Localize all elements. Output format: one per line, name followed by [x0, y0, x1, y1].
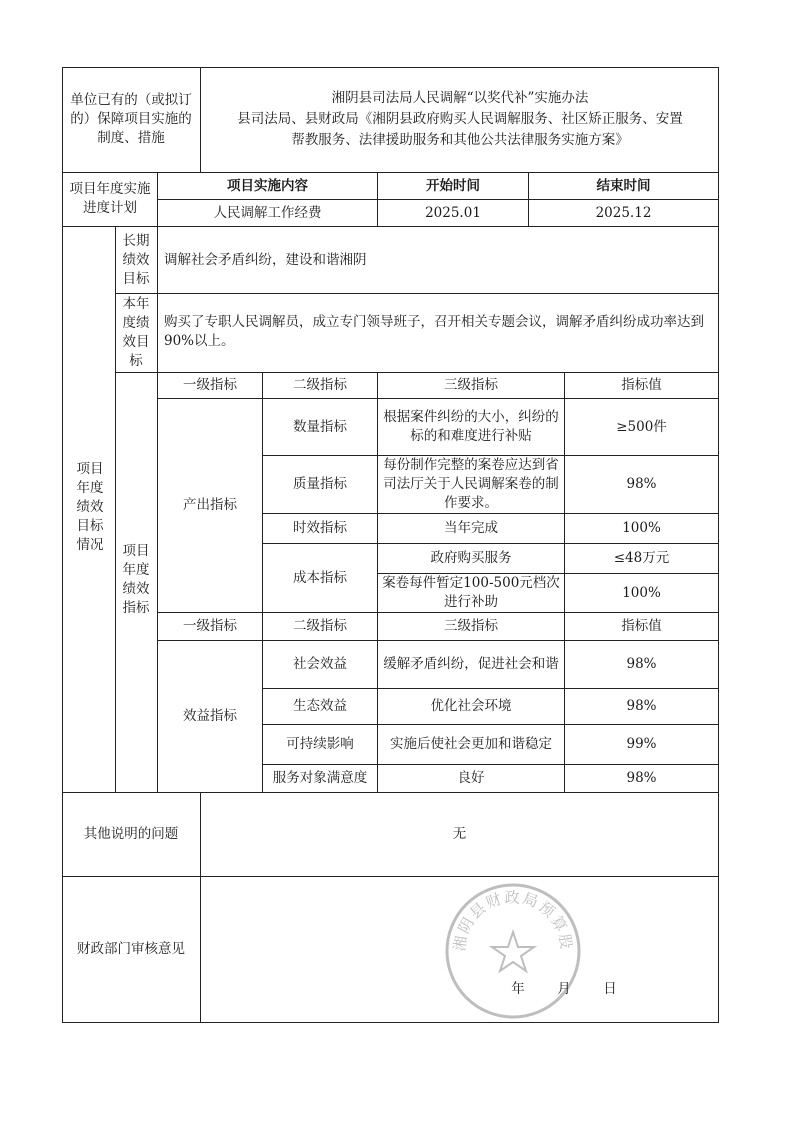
seal-text: 湘阴县财政局预算股	[450, 888, 576, 953]
ind-h2-level2: 二级指标	[293, 618, 347, 634]
benefit-row-4-value: 98%	[626, 770, 657, 786]
ind-h1-level2: 二级指标	[293, 377, 347, 393]
policy-label: 单位已有的（或拟订的）保障项目实施的制度、措施	[70, 91, 192, 146]
border-right	[718, 67, 719, 1023]
schedule-start: 2025.01	[425, 204, 481, 221]
benefit-row-2-level3: 优化社会环境	[430, 698, 512, 714]
annual-label: 本年度绩效目标	[122, 296, 150, 369]
long-term-text: 调解社会矛盾纠纷，建设和谐湘阴	[164, 251, 367, 268]
ind-h2-level3: 三级指标	[444, 618, 498, 634]
schedule-header-start: 开始时间	[426, 177, 480, 194]
ind-h2-value: 指标值	[621, 618, 662, 634]
ind-h2-level1: 一级指标	[183, 618, 237, 634]
border-top	[62, 67, 719, 68]
ind-col-3	[377, 372, 378, 792]
policy-line-3: 帮教服务、法律援助服务和其他公共法律服务实施方案》	[291, 131, 629, 148]
output-row-1-level2: 数量指标	[293, 418, 347, 435]
review-label: 财政部门审核意见	[77, 941, 185, 957]
benefit-row-1-level3: 缓解矛盾纠纷，促进社会和谐	[383, 656, 559, 672]
schedule-header-content: 项目实施内容	[227, 177, 308, 194]
policy-line-1: 湘阴县司法局人民调解“以奖代补”实施办法	[331, 89, 589, 106]
date-year: 年	[511, 980, 525, 997]
output-row-3-level3: 当年完成	[444, 520, 498, 536]
benefit-row-2-level2: 生态效益	[293, 698, 347, 714]
output-row-4-value: ≤48万元	[613, 550, 670, 566]
benefit-row-3-value: 99%	[626, 736, 657, 752]
benefit-row-4-level2: 服务对象满意度	[272, 770, 368, 786]
indicator-label: 项目年度绩效指标	[122, 543, 150, 616]
output-row-3-level2: 时效指标	[293, 520, 347, 536]
output-row-3-value: 100%	[622, 520, 661, 536]
svg-text:湘阴县财政局预算股	[450, 888, 575, 952]
schedule-header-end: 结束时间	[596, 177, 651, 194]
output-row-1-value: ≥500件	[616, 418, 667, 435]
output-row-4-level2: 成本指标	[293, 569, 347, 586]
output-row-2-level2: 质量指标	[293, 476, 347, 492]
other-label: 其他说明的问题	[83, 826, 179, 842]
benefit-row-1-value: 98%	[626, 656, 657, 672]
output-row-4-level3: 政府购买服务	[430, 550, 512, 566]
output-group-label: 产出指标	[183, 497, 237, 513]
benefit-group-label: 效益指标	[183, 708, 237, 724]
official-seal	[442, 880, 584, 1022]
output-row-2-value: 98%	[626, 476, 657, 492]
schedule-end: 2025.12	[595, 204, 652, 221]
benefit-row-3-level3: 实施后使社会更加和谐稳定	[390, 736, 552, 752]
border-left	[62, 67, 63, 1023]
row-sep-schedule	[62, 226, 719, 227]
policy-line-2: 县司法局、县财政局《湘阴县政府购买人民调解服务、社区矫正服务、安置	[237, 110, 683, 127]
date-day: 日	[603, 980, 617, 997]
date-month: 月	[557, 980, 571, 997]
other-value: 无	[452, 826, 467, 842]
goals-long-line	[115, 293, 719, 294]
output-row-5-level3: 案卷每件暂定100-500元档次进行补助	[382, 575, 560, 610]
output-row-1-level3: 根据案件纠纷的大小，纠纷的标的和难度进行补贴	[383, 409, 559, 444]
benefit-row-3-level2: 可持续影响	[286, 736, 354, 752]
schedule-content: 人民调解工作经费	[213, 204, 322, 221]
ind-h1-level3: 三级指标	[444, 377, 498, 393]
col-sep-goals-a	[115, 226, 116, 792]
ind-h1-value: 指标值	[621, 377, 662, 393]
benefit-row-1-level2: 社会效益	[293, 656, 347, 672]
annual-text: 购买了专职人民调解员，成立专门领导班子，召开相关专题会议，调解矛盾纠纷成功率达到90%以上。	[164, 314, 704, 349]
col-sep-policy	[200, 67, 201, 172]
output-row-5-value: 100%	[622, 584, 661, 601]
benefit-row-4-level3: 良好	[457, 770, 485, 786]
ind-h1-level1: 一级指标	[183, 377, 237, 393]
output-row-2-level3: 每份制作完整的案卷应达到省司法厅关于人民调解案卷的制作要求。	[383, 457, 559, 511]
schedule-label: 项目年度实施进度计划	[69, 181, 151, 216]
long-term-label: 长期绩效目标	[122, 232, 150, 287]
benefit-row-2-value: 98%	[626, 698, 657, 714]
goals-section-label: 项目年度绩效目标情况	[76, 460, 104, 553]
border-bottom	[62, 1022, 719, 1023]
